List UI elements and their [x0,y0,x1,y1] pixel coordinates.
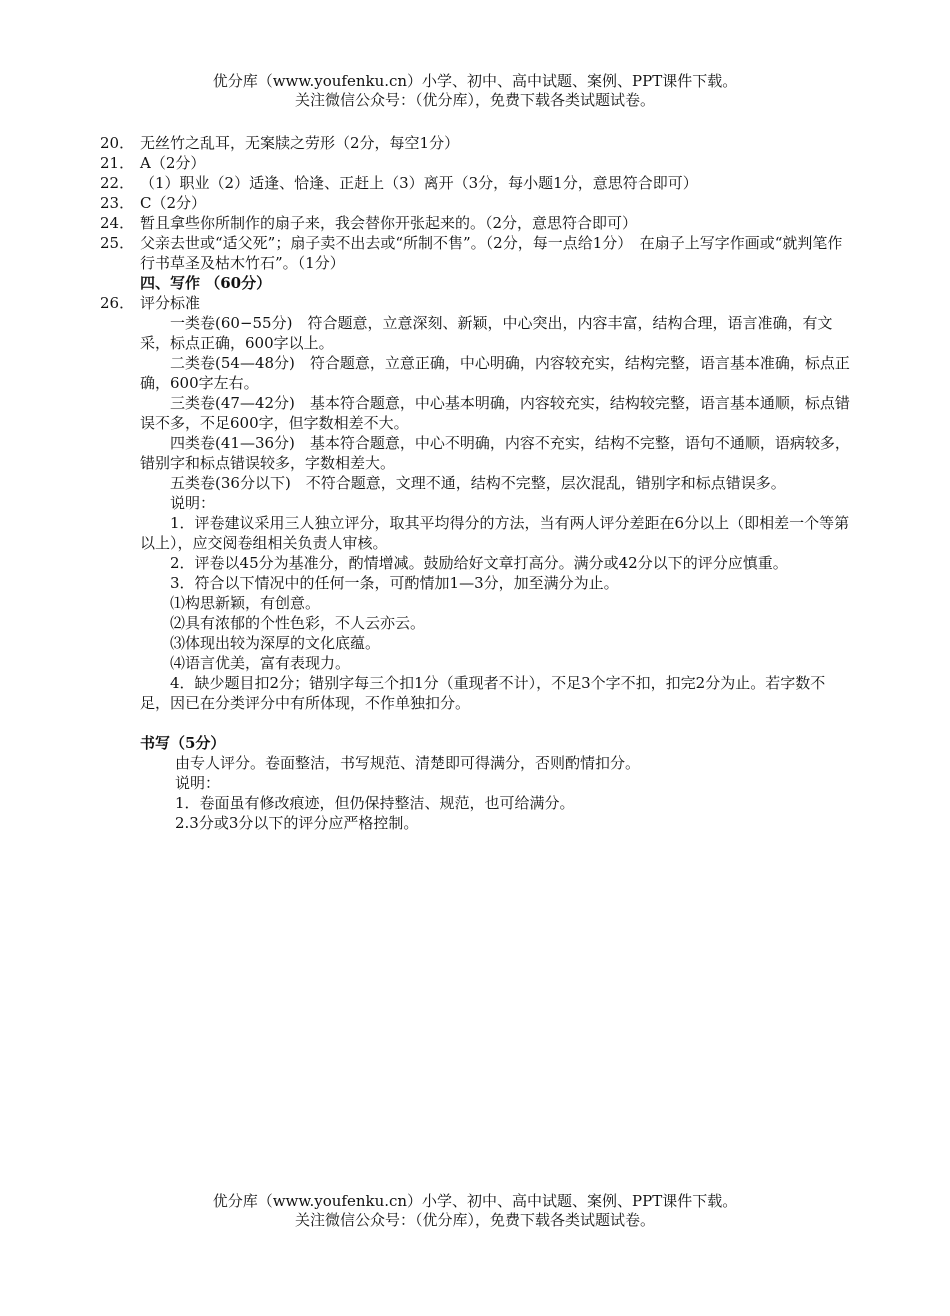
answer-item [100,153,852,173]
answer-number: 26． [100,294,135,312]
handwriting-note-2: 2.3分或3分以下的评分应严格控制。 [175,814,419,832]
grading-criteria-label: 评分标准 [140,294,201,312]
answer-number: 22． [100,174,135,192]
header-line-1: 优分库（www.youfenku.cn）小学、初中、高中试题、案例、PPT课件下载。 [212,72,738,90]
bonus-item: ⑴构思新颖，有创意。 [170,594,321,612]
answer-text: （1）职业（2）适逢、恰逢、正赶上（3）离开（3分，每小题1分，意思符合即可） [140,174,698,192]
note-3: 3．符合以下情况中的任何一条，可酌情加1—3分，加至满分为止。 [170,574,619,592]
bonus-item: ⑵具有浓郁的个性色彩，不人云亦云。 [170,614,426,632]
grade-level-2: 二类卷(54—48分) 符合题意，立意正确，中心明确，内容较充实，结构完整，语言基本准确，标点正确，600字左右。 [140,354,850,392]
answer-key-body [100,133,852,833]
footer-line-1: 优分库（www.youfenku.cn）小学、初中、高中试题、案例、PPT课件下载。 [212,1192,738,1210]
writing-section-heading: 四、写作 （60分） [140,274,272,292]
handwriting-notes-label: 说明： [175,774,221,792]
answer-item [100,233,852,273]
answer-number: 23． [100,194,135,212]
grade-level-4: 四类卷(41—36分) 基本符合题意，中心不明确，内容不充实，结构不完整，语句不通顺，语病较多，错别字和标点错误较多，字数相差大。 [140,434,850,472]
footer-line-2: 关注微信公众号：（优分库），免费下载各类试题试卷。 [294,1211,655,1229]
answer-item [100,213,852,233]
notes-label: 说明： [170,494,216,512]
answer-number: 24． [100,214,135,232]
answer-item [100,133,852,153]
page-header [0,72,950,110]
answer-text: A（2分） [140,154,206,172]
answer-text: 暂且拿些你所制作的扇子来，我会替你开张起来的。（2分，意思符合即可） [140,214,638,232]
answer-number: 25． [100,234,135,252]
grade-level-1: 一类卷(60−55分) 符合题意，立意深刻、新颖，中心突出，内容丰富，结构合理，语言准确，有文采，标点正确，600字以上。 [140,314,833,352]
note-2: 2．评卷以45分为基准分，酌情增减。鼓励给好文章打高分。满分或42分以下的评分应慎重。 [170,554,788,572]
answer-item [100,173,852,193]
answer-number: 20． [100,134,135,152]
bonus-item: ⑶体现出较为深厚的文化底蕴。 [170,634,381,652]
header-line-2: 关注微信公众号：（优分库），免费下载各类试题试卷。 [294,91,655,109]
answer-number: 21． [100,154,135,172]
grade-level-5: 五类卷(36分以下) 不符合题意，文理不通，结构不完整，层次混乱，错别字和标点错误多。 [170,474,786,492]
bonus-item: ⑷语言优美，富有表现力。 [170,654,351,672]
handwriting-text: 由专人评分。卷面整洁，书写规范、清楚即可得满分，否则酌情扣分。 [175,754,641,772]
page-footer [0,1192,950,1230]
answer-item [100,193,852,213]
handwriting-heading: 书写（5分） [140,734,226,752]
grade-level-3: 三类卷(47—42分) 基本符合题意，中心基本明确，内容较充实，结构较完整，语言基本通顺，标点错误不多，不足600字，但字数相差不大。 [140,394,850,432]
note-4: 4．缺少题目扣2分；错别字每三个扣1分（重现者不计），不足3个字不扣，扣完2分为止。若字数不足，因已在分类评分中有所体现，不作单独扣分。 [140,674,826,712]
note-1: 1．评卷建议采用三人独立评分，取其平均得分的方法，当有两人评分差距在6分以上（即相差一个等第以上），应交阅卷组相关负责人审核。 [140,514,850,552]
handwriting-note-1: 1．卷面虽有修改痕迹，但仍保持整洁、规范，也可给满分。 [175,794,575,812]
answer-text: 无丝竹之乱耳，无案牍之劳形（2分，每空1分） [140,134,460,152]
answer-text: 父亲去世或“适父死”；扇子卖不出去或“所制不售”。（2分，每一点给1分） 在扇子上写字作画或“就判笔作行书草圣及枯木竹石”。（1分） [140,234,843,272]
answer-text: C（2分） [140,194,207,212]
answer-item [100,293,852,313]
